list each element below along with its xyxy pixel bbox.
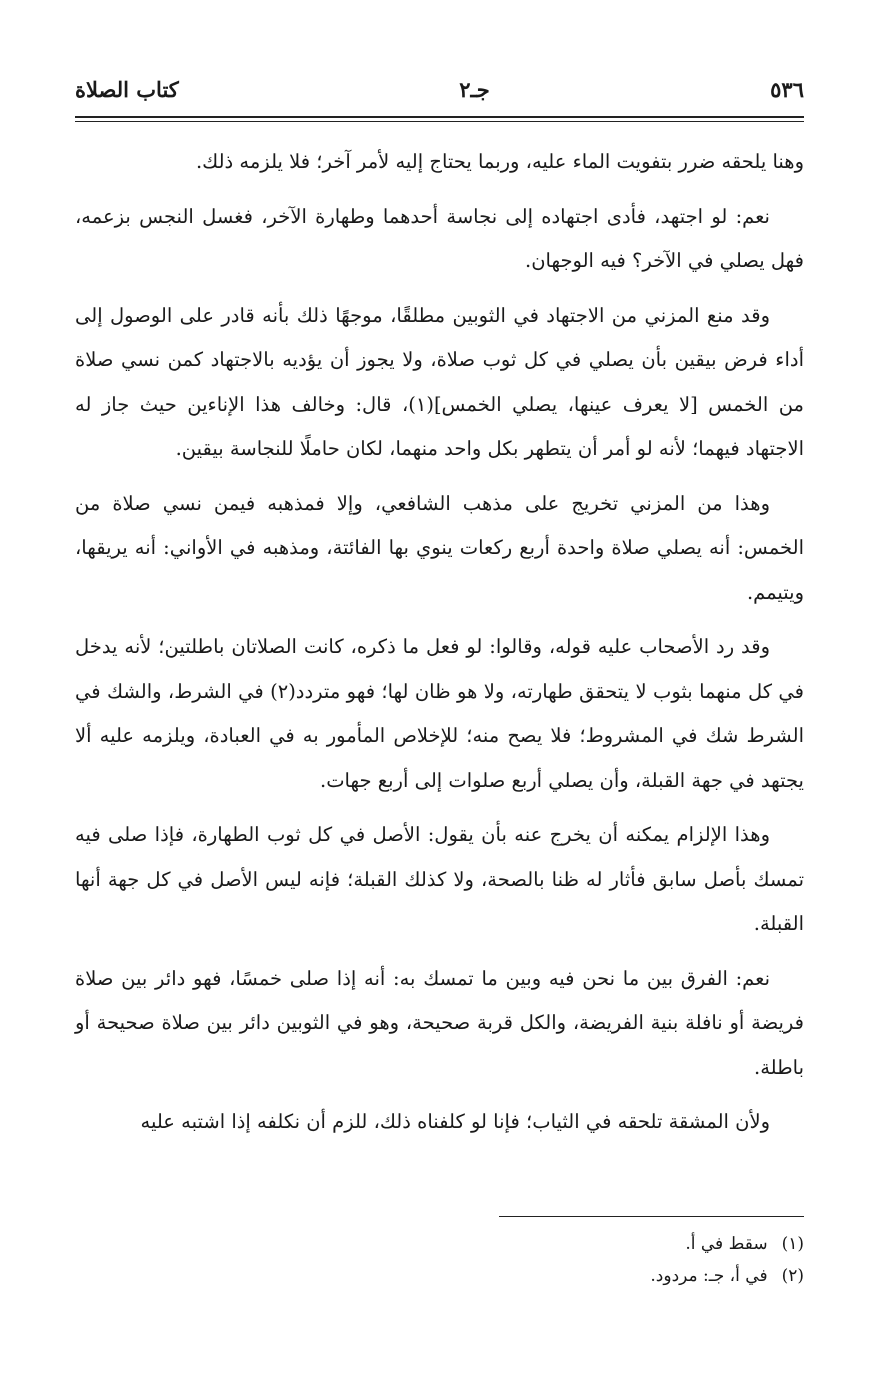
footnote-text: في أ، جـ: مردود. bbox=[650, 1266, 768, 1286]
paragraph: ولأن المشقة تلحقه في الثياب؛ فإنا لو كلفناه ذلك، للزم أن نكلفه إذا اشتبه عليه bbox=[140, 1110, 770, 1133]
header-rule-thin bbox=[75, 121, 804, 122]
footnote-text: سقط في أ. bbox=[685, 1234, 768, 1254]
paragraph: وقد منع المزني من الاجتهاد في الثوبين مطلقًا، موجهًا ذلك بأنه قادر على الوصول إلى أداء فرض بيقين بأن يصلي في كل ثوب صلاة، ولا يجوز أن يؤديه بالاجتهاد كمن نسي صلاة من الخمس [لا يعرف عينها، يصلي الخمس](١)، قال: وخالف هذا الإناءين حيث جاز له الاجتهاد فيهما؛ لأنه لو أمر أن يتطهر بكل واحد منهما، لكان حاملًا للنجاسة بيقين. bbox=[75, 303, 804, 460]
header-rule bbox=[75, 116, 804, 118]
paragraph: نعم: الفرق بين ما نحن فيه وبين ما تمسك به: أنه إذا صلى خمسًا، فهو دائر بين صلاة فريضة أو نافلة بنية الفريضة، والكل قربة صحيحة، وهو في الثوبين دائر بين صلاة صحيحة أو باطلة. bbox=[75, 966, 804, 1079]
paragraph: وهنا يلحقه ضرر بتفويت الماء عليه، وربما يحتاج إليه لأمر آخر؛ فلا يلزمه ذلك. bbox=[195, 150, 804, 173]
volume-label: جـ٢ bbox=[459, 76, 490, 102]
body-text bbox=[75, 140, 804, 1145]
page-number: ٥٣٦ bbox=[770, 76, 804, 102]
footnote-number: (٢) bbox=[781, 1266, 804, 1286]
paragraph: وهذا الإلزام يمكنه أن يخرج عنه بأن يقول: الأصل في كل ثوب الطهارة، فإذا صلى فيه تمسك بأصل سابق فأثار له ظنا بالصحة، ولا كذلك القبلة؛ فإنه ليس الأصل في كل جهة أنها القبلة. bbox=[75, 823, 804, 935]
footnotes bbox=[75, 1228, 804, 1292]
footnote-number: (١) bbox=[781, 1234, 804, 1254]
paragraph: وقد رد الأصحاب عليه قوله، وقالوا: لو فعل ما ذكره، كانت الصلاتان باطلتين؛ لأنه يدخل في كل منهما بثوب لا يتحقق طهارته، ولا هو ظان لها؛ فهو متردد(٢) في الشرط، والشك في الشرط شك في المشروط؛ فلا يصح منه؛ للإخلاص المأمور به في العبادة، ويلزمه عليه ألا يجتهد في جهة القبلة، وأن يصلي أربع صلوات إلى أربع جهات. bbox=[75, 635, 805, 792]
footnote bbox=[75, 1228, 804, 1260]
paragraph: نعم: لو اجتهد، فأدى اجتهاده إلى نجاسة أحدهما وطهارة الآخر، فغسل النجس بزعمه، فهل يصلي في الآخر؟ فيه الوجهان. bbox=[75, 204, 804, 272]
running-header bbox=[75, 72, 804, 106]
book-title: كتاب الصلاة bbox=[75, 76, 179, 102]
footnote-rule bbox=[499, 1216, 804, 1217]
footnote bbox=[75, 1260, 804, 1292]
paragraph: وهذا من المزني تخريج على مذهب الشافعي، وإلا فمذهبه فيمن نسي صلاة من الخمس: أنه يصلي صلاة واحدة أربع ركعات ينوي بها الفائتة، ومذهبه في الأواني: أنه يريقها، ويتيمم. bbox=[75, 491, 804, 604]
